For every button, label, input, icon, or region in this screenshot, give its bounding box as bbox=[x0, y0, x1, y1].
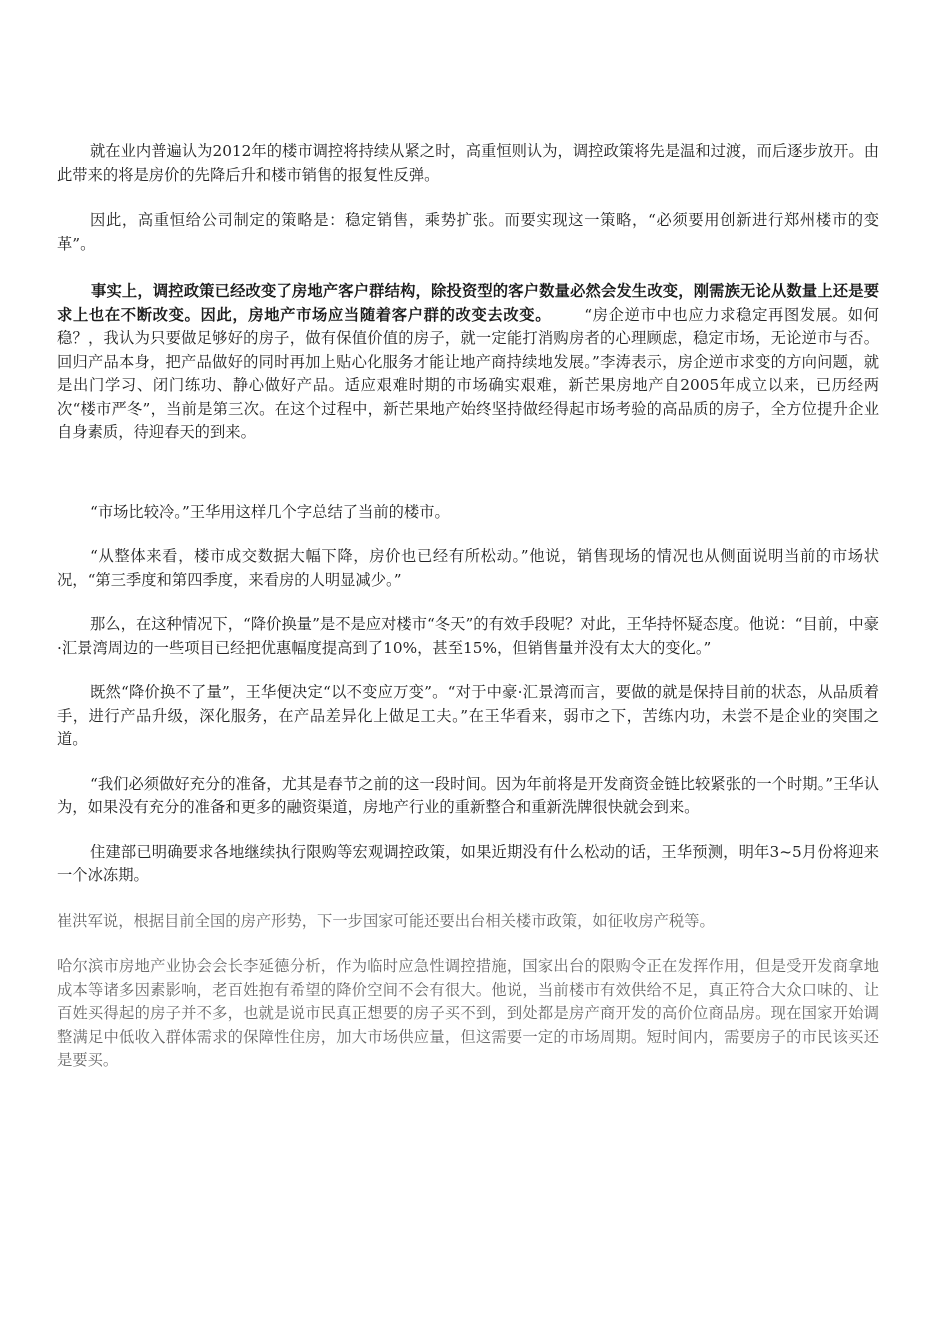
paragraph-3 bbox=[57, 280, 879, 445]
paragraph-8: “我们必须做好充分的准备，尤其是春节之前的这一段时间。因为年前将是开发商资金链比较紧张的一个时期。”王华认为，如果没有充分的准备和更多的融资渠道，房地产行业的重新整合和重新洗牌很快就会到来。 bbox=[57, 774, 879, 816]
paragraph-7: 既然“降价换不了量”，王华便决定“以不变应万变”。“对于中豪·汇景湾而言，要做的就是保持目前的状态，从品质着手，进行产品升级，深化服务，在产品差异化上做足工夫。”在王华看来，弱市之下，苦练内功，未尝不是企业的突围之道。 bbox=[57, 683, 879, 748]
paragraph-4: “市场比较冷。”王华用这样几个字总结了当前的楼市。 bbox=[90, 502, 450, 521]
paragraph-10: 崔洪军说，根据目前全国的房产形势，下一步国家可能还要出台相关楼市政策，如征收房产税等。 bbox=[57, 911, 715, 930]
paragraph-5: “从整体来看，楼市成交数据大幅下降，房价也已经有所松动。”他说，销售现场的情况也从侧面说明当前的市场状况，“第三季度和第四季度，来看房的人明显减少。” bbox=[57, 547, 879, 589]
paragraph-3-quote: “房企逆市中也应力求稳定再图发展。如何稳？，我认为只要做足够好的房子，做有保值价值的房子，就一定能打消购房者的心理顾虑，稳定市场，无论逆市与否。回归产品本身，把产品做好的同时再加上贴心化服务才能让地产商持续地发展。”李涛表示，房企逆市求变的方向问题，就是出门学习、闭门练功、静心做好产品。适应艰难时期的市场确实艰难，新芒果房地产自2005年成立以来，已历经两次“楼市严冬”，当前是第三次。在这个过程中，新芒果地产始终坚持做经得起市场考验的高品质的房子，全方位提升企业自身素质，待迎春天的到来。 bbox=[57, 305, 879, 441]
section-gap bbox=[57, 445, 879, 501]
paragraph-9: 住建部已明确要求各地继续执行限购等宏观调控政策，如果近期没有什么松动的话，王华预测，明年3~5月份将迎来一个冰冻期。 bbox=[57, 842, 879, 884]
paragraph-1: 就在业内普遍认为2012年的楼市调控将持续从紧之时，高重恒则认为，调控政策将先是温和过渡，而后逐步放开。由此带来的将是房价的先降后升和楼市销售的报复性反弹。 bbox=[57, 142, 879, 184]
document-body bbox=[57, 140, 879, 1073]
paragraph-2: 因此，高重恒给公司制定的策略是：稳定销售，乘势扩张。而要实现这一策略，“必须要用创新进行郑州楼市的变革”。 bbox=[57, 211, 879, 253]
paragraph-3-bold-lead: 事实上，调控政策已经改变了房地产客户群结构，除投资型的客户数量必然会发生改变，刚需族无论从数量上还是要求上也在不断改变。因此，房地产市场应当随着客户群的改变去改变。 bbox=[57, 282, 879, 324]
paragraph-11: 哈尔滨市房地产业协会会长李延德分析，作为临时应急性调控措施，国家出台的限购令正在发挥作用，但是受开发商拿地成本等诸多因素影响，老百姓抱有希望的降价空间不会有很大。他说，当前楼市有效供给不足，真正符合大众口味的、让百姓买得起的房子并不多，也就是说市民真正想要的房子买不到，到处都是房产商开发的高价位商品房。现在国家开始调整满足中低收入群体需求的保障性住房，加大市场供应量，但这需要一定的市场周期。短时间内，需要房子的市民该买还是要买。 bbox=[57, 957, 879, 1069]
paragraph-6: 那么，在这种情况下，“降价换量”是不是应对楼市“冬天”的有效手段呢？对此，王华持怀疑态度。他说：“目前，中豪·汇景湾周边的一些项目已经把优惠幅度提高到了10%，甚至15%，但销售量并没有太大的变化。” bbox=[57, 615, 879, 657]
